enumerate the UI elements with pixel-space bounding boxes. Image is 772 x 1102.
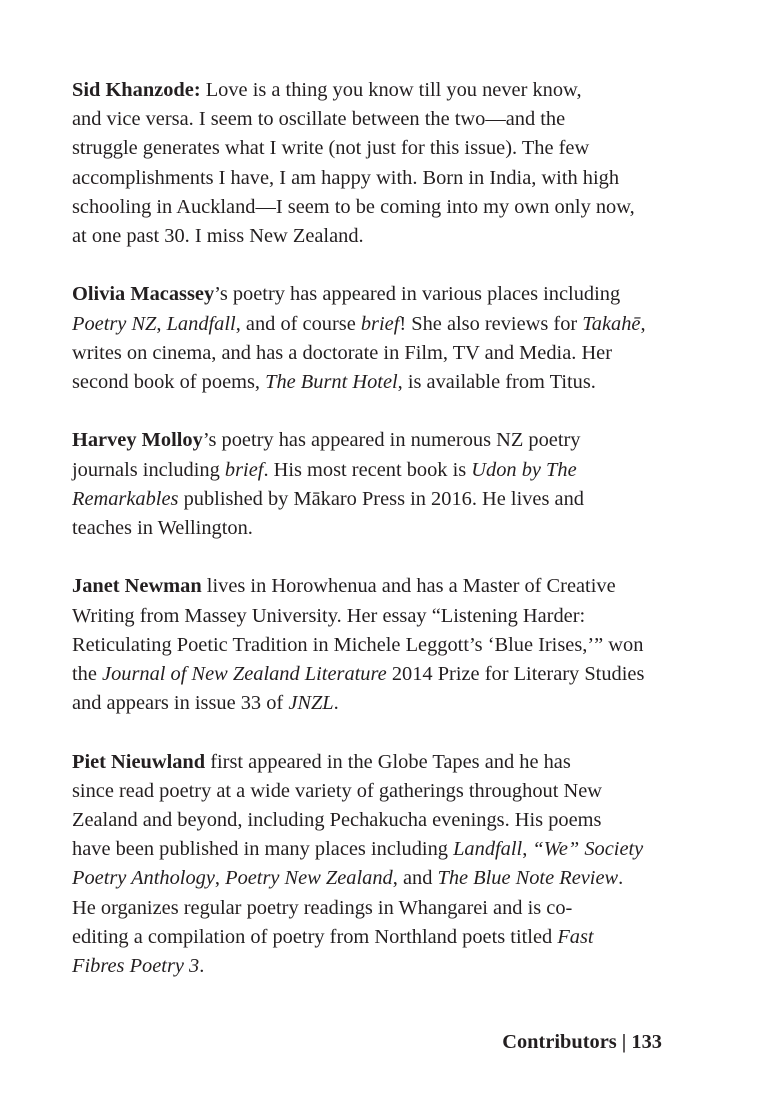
italic-title: Remarkables bbox=[72, 487, 179, 510]
text-line bbox=[72, 864, 672, 893]
contributor-entry bbox=[72, 748, 672, 982]
text-run: Zealand and beyond, including Pechakucha evenings. His poems bbox=[72, 809, 602, 832]
text-run: , bbox=[522, 838, 533, 861]
text-line bbox=[72, 835, 672, 864]
text-run: ’s poetry has appeared in numerous NZ poetry bbox=[202, 429, 581, 452]
text-line bbox=[72, 339, 672, 368]
text-line bbox=[72, 426, 672, 455]
text-run: published by Mākaro Press in 2016. He lives and bbox=[178, 487, 584, 510]
text-line bbox=[72, 193, 672, 222]
text-run: editing a compilation of poetry from Northland poets titled bbox=[72, 925, 558, 948]
italic-title: Landfall bbox=[166, 312, 236, 335]
text-run: , bbox=[640, 312, 646, 335]
italic-title: The Burnt Hotel bbox=[265, 371, 398, 394]
text-run: , bbox=[156, 312, 167, 335]
text-run: He organizes regular poetry readings in Whangarei and is co- bbox=[72, 896, 573, 919]
text-run: and vice versa. I seem to oscillate between the two—and the bbox=[72, 108, 566, 131]
contributor-name: Piet Nieuwland bbox=[72, 750, 206, 773]
text-run: journals including bbox=[72, 458, 225, 481]
text-line bbox=[72, 777, 672, 806]
contributor-name: Harvey Molloy bbox=[72, 429, 203, 452]
text-run: the bbox=[72, 663, 103, 686]
footer-separator: | bbox=[621, 1031, 627, 1053]
contributor-name: Janet Newman bbox=[72, 575, 202, 598]
italic-title: Poetry Anthology bbox=[72, 867, 215, 890]
italic-title: Poetry NZ bbox=[72, 312, 157, 335]
text-line bbox=[72, 514, 672, 543]
text-run: accomplishments I have, I am happy with. Born in India, with high bbox=[72, 166, 620, 189]
italic-title: Fast bbox=[557, 925, 594, 948]
text-line bbox=[72, 485, 672, 514]
text-line bbox=[72, 310, 672, 339]
text-run: ! She also reviews for bbox=[399, 312, 583, 335]
text-run: , is available from Titus. bbox=[397, 371, 596, 394]
text-run: , and bbox=[392, 867, 438, 890]
text-line bbox=[72, 660, 672, 689]
text-run: Writing from Massey University. Her essay “Listening Harder: bbox=[72, 604, 586, 627]
text-line bbox=[72, 572, 672, 601]
contributors-page bbox=[72, 76, 672, 1010]
page-number: 133 bbox=[631, 1031, 662, 1053]
contributor-entry bbox=[72, 426, 672, 543]
text-run: Reticulating Poetic Tradition in Michele Leggott’s ‘Blue Irises,’” won bbox=[72, 633, 644, 656]
text-run: since read poetry at a wide variety of gatherings throughout New bbox=[72, 779, 602, 802]
text-line bbox=[72, 105, 672, 134]
text-line bbox=[72, 806, 672, 835]
italic-title: Udon by The bbox=[471, 458, 577, 481]
text-run: , and of course bbox=[235, 312, 361, 335]
italic-title: Landfall bbox=[453, 838, 523, 861]
text-line bbox=[72, 222, 672, 251]
text-run: second book of poems, bbox=[72, 371, 266, 394]
italic-title: brief bbox=[360, 312, 400, 335]
text-run: . bbox=[333, 692, 339, 715]
text-run: at one past 30. I miss New Zealand. bbox=[72, 225, 364, 248]
text-line bbox=[72, 368, 672, 397]
text-line bbox=[72, 76, 672, 105]
italic-title: Fibres Poetry 3 bbox=[72, 955, 200, 978]
italic-title: Journal of New Zealand Literature bbox=[102, 663, 387, 686]
italic-title: Poetry New Zealand bbox=[225, 867, 393, 890]
text-run: writes on cinema, and has a doctorate in Film, TV and Media. Her bbox=[72, 341, 613, 364]
text-run: . bbox=[618, 867, 624, 890]
contributor-entry bbox=[72, 280, 672, 397]
running-footer-section: Contributors bbox=[502, 1031, 617, 1053]
text-run: . His most recent book is bbox=[263, 458, 472, 481]
text-run: ’s poetry has appeared in various places including bbox=[214, 283, 621, 306]
text-line bbox=[72, 602, 672, 631]
text-run: first appeared in the Globe Tapes and he has bbox=[205, 750, 571, 773]
text-line bbox=[72, 689, 672, 718]
text-line bbox=[72, 134, 672, 163]
text-line bbox=[72, 631, 672, 660]
text-run: Love is a thing you know till you never know, bbox=[200, 79, 582, 101]
contributor-name: Olivia Macassey bbox=[72, 283, 215, 306]
text-line bbox=[72, 952, 672, 981]
page-footer bbox=[502, 1031, 662, 1054]
text-line bbox=[72, 164, 672, 193]
contributor-entry bbox=[72, 572, 672, 718]
text-run: have been published in many places including bbox=[72, 838, 454, 861]
text-run: 2014 Prize for Literary Studies bbox=[386, 663, 645, 686]
text-run: , bbox=[214, 867, 226, 890]
italic-title: Takahē bbox=[582, 312, 641, 335]
contributor-name: Sid Khanzode: bbox=[72, 79, 201, 101]
text-line bbox=[72, 280, 672, 309]
italic-title: brief bbox=[224, 458, 264, 481]
text-run: . bbox=[199, 955, 205, 978]
italic-title: “We” Society bbox=[532, 838, 644, 861]
contributor-entry bbox=[72, 76, 672, 251]
text-run: struggle generates what I write (not just for this issue). The few bbox=[72, 137, 590, 160]
italic-title: The Blue Note Review bbox=[437, 867, 619, 890]
text-run: and appears in issue 33 of bbox=[72, 692, 289, 715]
text-line bbox=[72, 748, 672, 777]
text-line bbox=[72, 456, 672, 485]
text-run: lives in Horowhenua and has a Master of Creative bbox=[201, 575, 616, 598]
text-run: teaches in Wellington. bbox=[72, 517, 253, 540]
text-run: schooling in Auckland—I seem to be coming into my own only now, bbox=[72, 195, 635, 218]
text-line bbox=[72, 923, 672, 952]
italic-title: JNZL bbox=[288, 692, 334, 715]
text-line bbox=[72, 894, 672, 923]
